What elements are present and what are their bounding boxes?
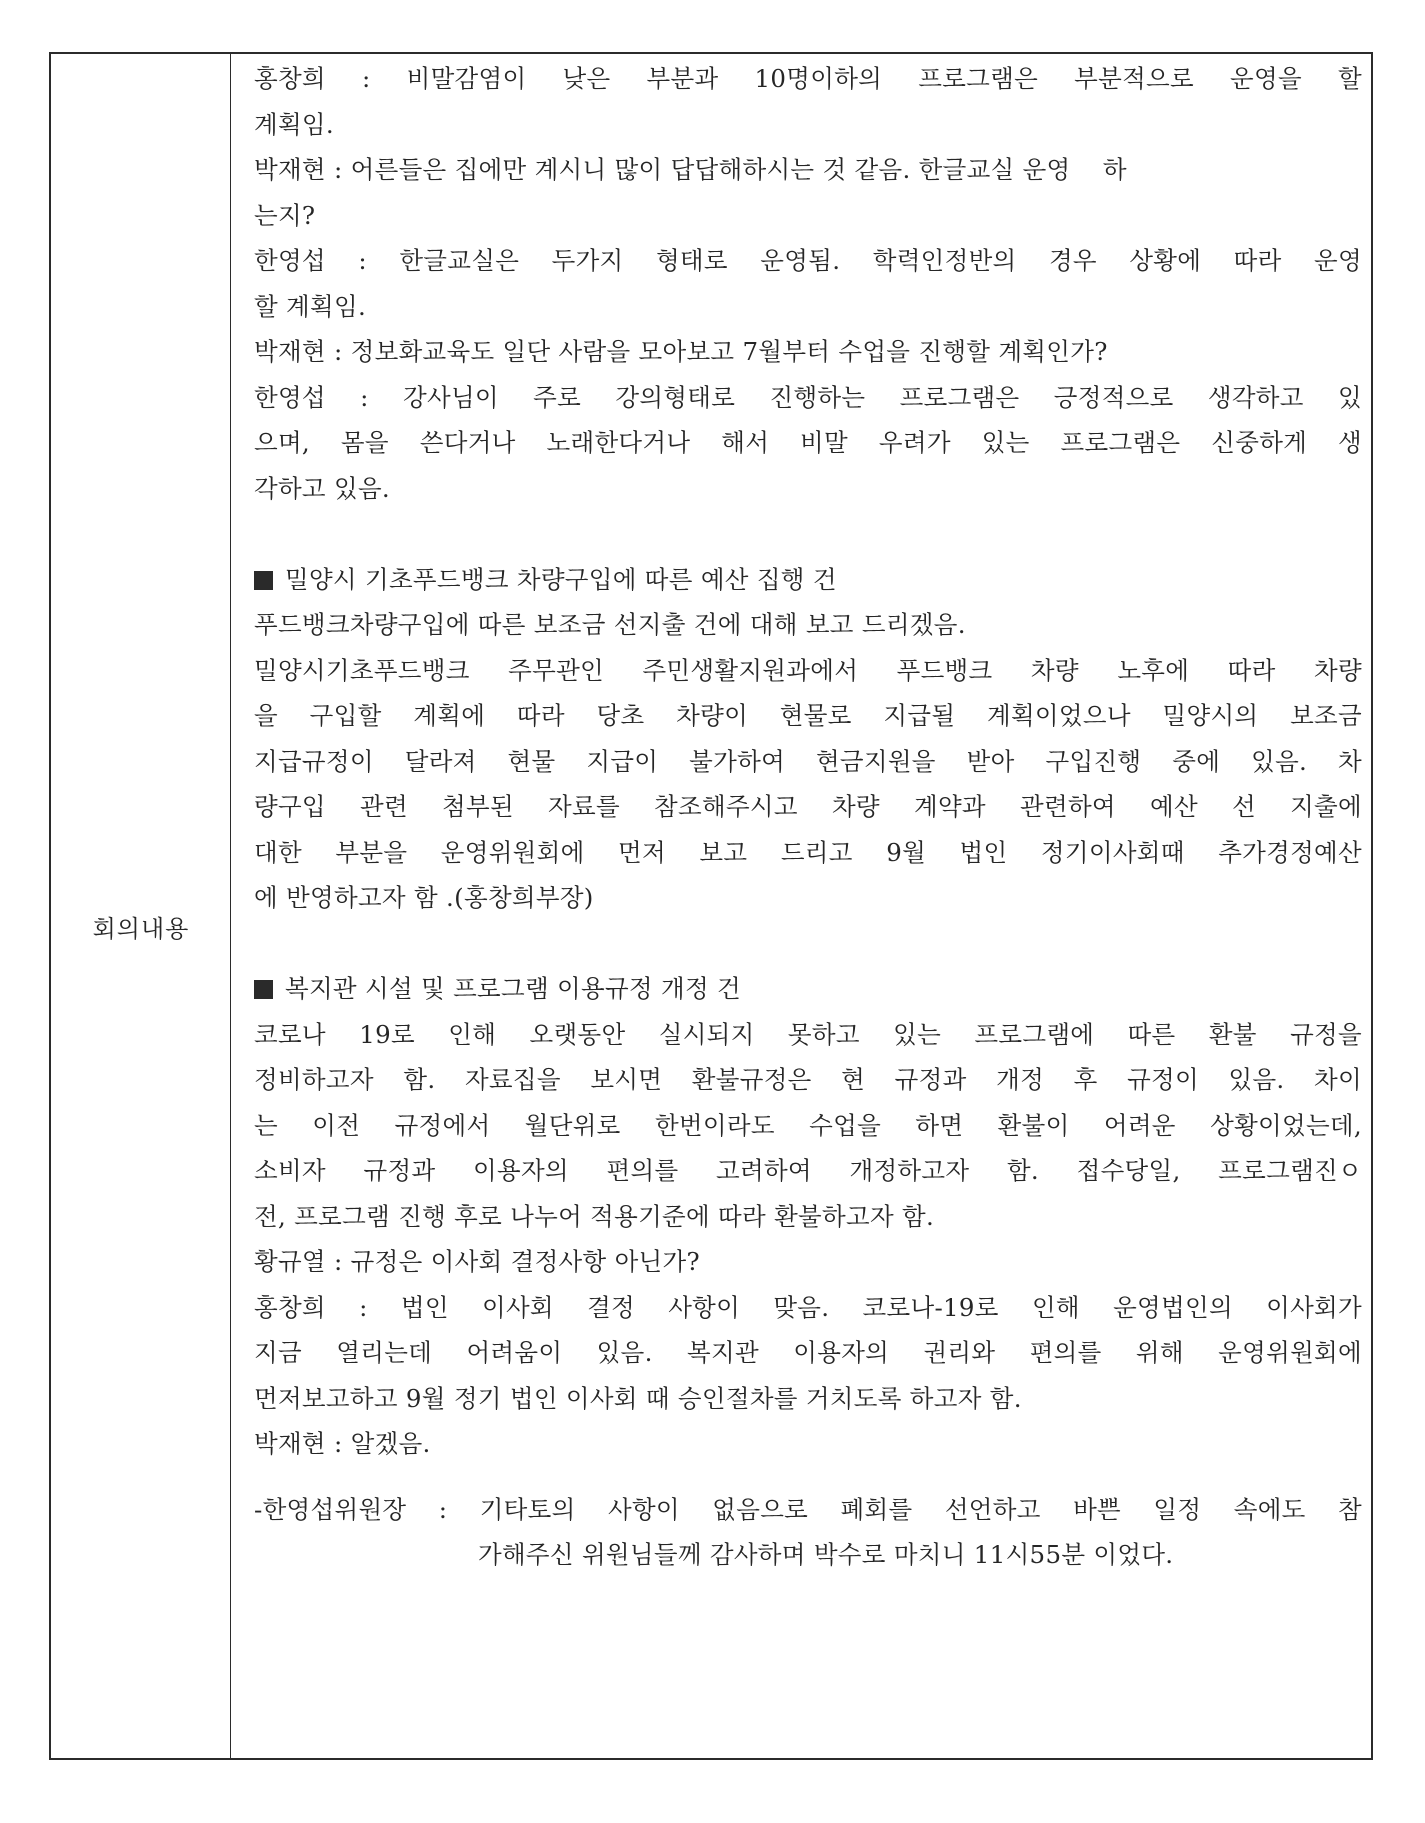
text-line: 박재현 : 어른들은 집에만 계시니 많이 답답해하시는 것 같음. 한글교실 운영 하 [254, 155, 1127, 184]
closing-line: -한영섭위원장 : 기타토의 사항이 없음으로 폐회를 선언하고 바쁜 일정 속에도 참 [254, 1494, 1362, 1524]
section-heading [254, 557, 1362, 603]
text-line: 지급규정이 달라져 현물 지급이 불가하여 현금지원을 받아 구입진행 중에 있음. 차 [254, 746, 1362, 776]
text-line: 정비하고자 함. 자료집을 보시면 환불규정은 현 규정과 개정 후 규정이 있음. 차이 [254, 1065, 1362, 1094]
text-line: 지금 열리는데 어려움이 있음. 복지관 이용자의 권리와 편의를 위해 운영위원회에 [254, 1338, 1362, 1367]
row-label: 회의내용 [92, 915, 190, 943]
text-line: 홍창희 : 법인 이사회 결정 사항이 맞음. 코로나-19로 인해 운영법인의 이사회가 [254, 1292, 1362, 1322]
minutes-table [49, 52, 1373, 1760]
text-line: 밀양시기초푸드뱅크 주무관인 주민생활지원과에서 푸드뱅크 차량 노후에 따라 차량 [254, 655, 1362, 685]
section-title: 밀양시 기초푸드뱅크 차량구입에 따른 예산 집행 건 [285, 564, 837, 594]
section-heading [254, 966, 1362, 1012]
spacer [254, 1467, 1362, 1487]
text-line: 먼저보고하고 9월 정기 법인 이사회 때 승인절차를 거치도록 하고자 함. [254, 1383, 1022, 1413]
text-line: 전, 프로그램 진행 후로 나누어 적용기준에 따라 환불하고자 함. [254, 1201, 935, 1231]
text-line: 코로나 19로 인해 오랫동안 실시되지 못하고 있는 프로그램에 따른 환불 규정을 [254, 1019, 1362, 1049]
text-line: 황규열 : 규정은 이사회 결정사항 아닌가? [254, 1247, 700, 1276]
square-bullet-icon [254, 980, 273, 999]
label-column [51, 54, 231, 1758]
spacer [254, 511, 1362, 557]
text-line: 소비자 규정과 이용자의 편의를 고려하여 개정하고자 함. 접수당일, 프로그램진ㅇ [254, 1156, 1362, 1185]
text-line: 푸드뱅크차량구입에 따른 보조금 선지출 건에 대해 보고 드리겠음. [254, 610, 966, 639]
meeting-content [254, 56, 1362, 1578]
text-line: 으며, 몸을 쓴다거나 노래한다거나 해서 비말 우려가 있는 프로그램은 신중하게 생 [254, 428, 1362, 457]
text-line: 박재현 : 정보화교육도 일단 사람을 모아보고 7월부터 수업을 진행할 계획인가? [254, 337, 1108, 366]
spacer [254, 921, 1362, 967]
closing-line: 가해주신 위원님들께 감사하며 박수로 마치니 11시55분 이었다. [478, 1540, 1174, 1569]
text-line: 박재현 : 알겠음. [254, 1429, 431, 1458]
section-title: 복지관 시설 및 프로그램 이용규정 개정 건 [285, 974, 741, 1003]
text-line: 홍창희 : 비말감염이 낮은 부분과 10명이하의 프로그램은 부분적으로 운영을 할 [254, 64, 1362, 93]
square-bullet-icon [254, 571, 273, 590]
text-line: 한영섭 : 한글교실은 두가지 형태로 운영됨. 학력인정반의 경우 상황에 따라 운영 [254, 246, 1362, 275]
text-line: 계획임. [254, 109, 334, 139]
text-line: 대한 부분을 운영위원회에 먼저 보고 드리고 9월 법인 정기이사회때 추가경정예산 [254, 837, 1362, 867]
text-line: 을 구입할 계획에 따라 당초 차량이 현물로 지급될 계획이었으나 밀양시의 보조금 [254, 701, 1362, 730]
text-line: 할 계획임. [254, 291, 367, 321]
text-line: 에 반영하고자 함 .(홍창희부장) [254, 883, 594, 912]
text-line: 한영섭 : 강사님이 주로 강의형태로 진행하는 프로그램은 긍정적으로 생각하고 있 [254, 382, 1362, 412]
text-line: 는지? [254, 200, 316, 230]
text-line: 는 이전 규정에서 월단위로 한번이라도 수업을 하면 환불이 어려운 상황이었는데, [254, 1110, 1362, 1140]
text-line: 량구입 관련 첨부된 자료를 참조해주시고 차량 계약과 관련하여 예산 선 지출에 [254, 792, 1362, 821]
text-line: 각하고 있음. [254, 473, 391, 503]
